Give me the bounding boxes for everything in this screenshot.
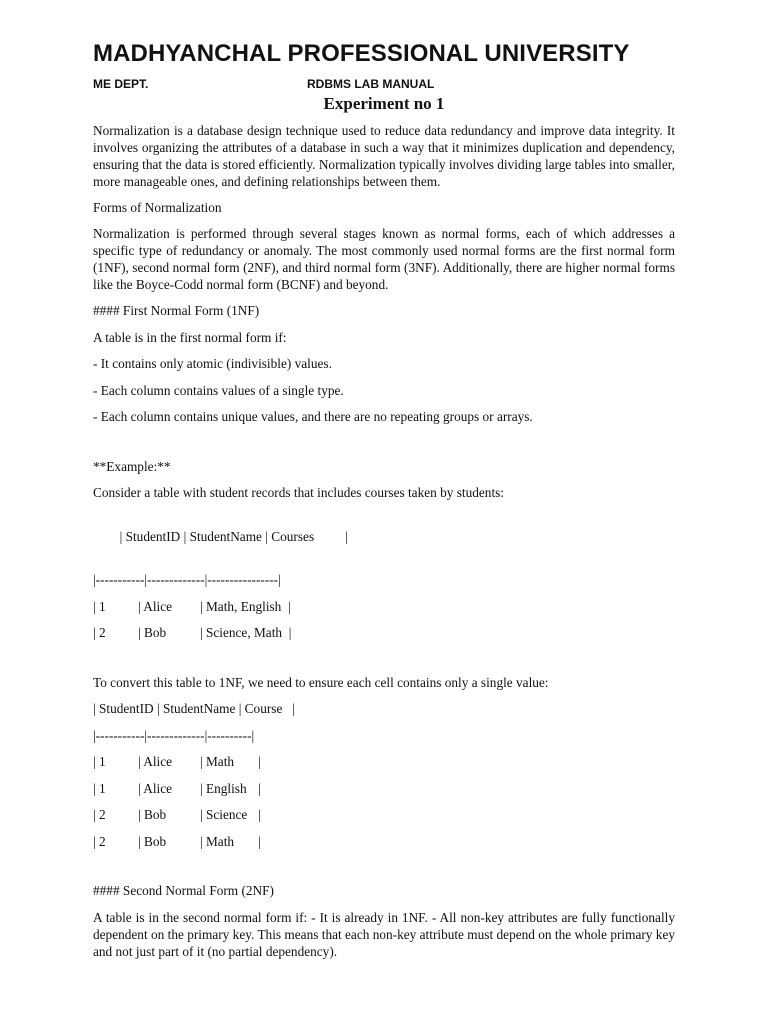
table-cell: | 2	[93, 625, 106, 640]
table1	[93, 511, 675, 642]
convert-text: To convert this table to 1NF, we need to ensure each cell contains only a single value:	[93, 674, 549, 690]
table-cell: | StudentID	[93, 701, 154, 716]
table-cell: | English	[200, 780, 247, 796]
table-row	[93, 624, 675, 641]
university-title: MADHYANCHAL PROFESSIONAL UNIVERSITY	[93, 40, 630, 67]
table-row	[93, 833, 675, 850]
nf1-rule: - Each column contains values of a single type.	[93, 382, 344, 398]
table-cell: | StudentName	[156, 701, 236, 716]
nf1-intro: A table is in the first normal form if:	[93, 329, 287, 345]
forms-paragraph: Normalization is performed through several stages known as normal forms, each of which addresses a specific type of redundancy or anomaly. The most commonly used normal forms are the first normal form (1NF), second normal form (2NF), and third normal form (3NF). Additionally, there are higher normal forms like the Boyce-Codd normal form (BCNF) and beyond.	[93, 226, 675, 292]
table-cell: | 1	[93, 780, 106, 796]
table-cell: |	[258, 833, 261, 849]
table-cell: | 1	[93, 598, 106, 614]
table-cell: |	[345, 528, 348, 544]
table-cell: | StudentName	[183, 528, 262, 544]
table-cell: | Course	[238, 701, 283, 716]
table-cell: | 2	[93, 833, 106, 849]
table-cell: |	[258, 807, 261, 822]
nf2-heading: #### Second Normal Form (2NF)	[93, 883, 274, 898]
nf1-heading: #### First Normal Form (1NF)	[93, 303, 260, 318]
table-cell: |	[288, 598, 291, 614]
table-cell: | Alice	[138, 598, 173, 614]
table-cell: | Bob	[138, 625, 167, 640]
table-cell: | StudentID	[119, 528, 181, 544]
table-cell: | 1	[93, 754, 106, 769]
table-cell: |	[258, 780, 261, 796]
table-cell: | Bob	[138, 807, 167, 822]
table-cell: | Science, Math	[200, 625, 283, 640]
table-row	[93, 598, 675, 615]
experiment-title: Experiment no 1	[323, 94, 445, 113]
table-cell: | Alice	[138, 780, 173, 796]
table-separator: |-----------|-------------|----------------|	[93, 572, 281, 587]
table-cell: | Math	[200, 754, 235, 769]
table-cell: | Courses	[265, 528, 315, 544]
table-separator: |-----------|-------------|----------|	[93, 727, 255, 743]
table-row	[93, 700, 675, 717]
table-cell: | Math, English	[200, 598, 282, 614]
intro-paragraph: Normalization is a database design technique used to reduce data redundancy and improve data integrity. It involves organizing the attributes of a database in such a way that it minimizes duplication and dependency, ensuring that the data is stored efficiently. Normalization typically involves dividing large tables into smaller, more manageable ones, and defining relationships between them.	[93, 123, 675, 189]
table-cell: | Math	[200, 833, 235, 849]
manual-label: RDBMS LAB MANUAL	[307, 77, 435, 91]
nf1-rule: - Each column contains unique values, and there are no repeating groups or arrays.	[93, 409, 533, 424]
table-cell: |	[258, 754, 261, 769]
nf2-paragraph: A table is in the second normal form if: - It is already in 1NF. - All non-key attributes are fully functionally dependent on the primary key. This means that each non-key attribute must depend on the whole primary key and not just part of it (no partial dependency).	[93, 909, 675, 959]
department-label: ME DEPT.	[93, 77, 149, 91]
table-cell: | Alice	[138, 754, 173, 769]
table-row	[93, 753, 675, 770]
table-cell: | Bob	[138, 833, 167, 849]
table-row	[93, 806, 675, 823]
table-row	[93, 780, 675, 797]
table-cell: | Science	[200, 807, 248, 822]
document-body	[93, 122, 675, 969]
example-intro: Consider a table with student records that includes courses taken by students:	[93, 485, 505, 500]
table-cell: | 2	[93, 807, 106, 822]
example-label: **Example:**	[93, 458, 171, 474]
table-cell: |	[292, 701, 296, 716]
forms-heading: Forms of Normalization	[93, 200, 222, 215]
nf1-rule: - It contains only atomic (indivisible) values.	[93, 356, 332, 371]
table-row	[93, 511, 675, 562]
table2	[93, 700, 675, 850]
table-cell: |	[288, 625, 292, 640]
